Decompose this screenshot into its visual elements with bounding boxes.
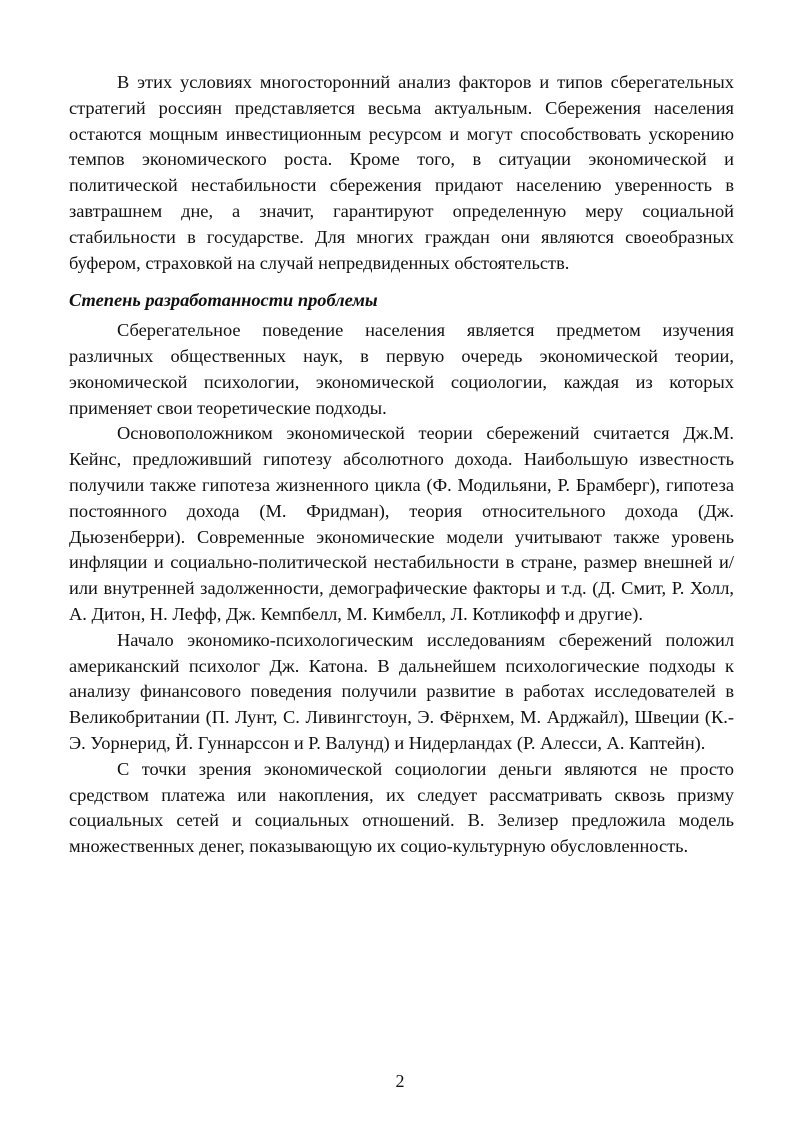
paragraph-research-subject: Сберегательное поведение населения является предметом изучения различных общественных наук, в первую очередь экономической теории, экономической психологии, экономической социологии, каждая из которых применяет свои теоретические подходы.: [69, 320, 734, 418]
paragraph-economic-theory: Основоположником экономической теории сбережений считается Дж.М. Кейнс, предложивший гипотезу абсолютного дохода. Наибольшую известность получили также гипотеза жизненного цикла (Ф. Модильяни, Р. Брамберг), гипотеза постоянного дохода (М. Фридман), теория относительного дохода (Дж. Дьюзенберри). Современные экономические модели учитывают также уровень инфляции и социально-политической нестабильности в стране, размер внешней и/или внутренней задолженности, демографические факторы и т.д. (Д. Смит, Р. Холл, А. Дитон, Н. Лефф, Дж. Кемпбелл, М. Кимбелл, Л. Котликофф и другие).: [69, 423, 734, 624]
paragraph-economic-psychology: Начало экономико-психологическим исследованиям сбережений положил американский психолог Дж. Катона. В дальнейшем психологические подходы к анализу финансового поведения получили развитие в работах исследователей в Великобритании (П. Лунт, С. Ливингстоун, Э. Фёрнхем, М. Арджайл), Швеции (К.-Э. Уорнерид, Й. Гуннарссон и Р. Валунд) и Нидерландах (Р. Алесси, А. Каптейн).: [69, 629, 734, 753]
section-heading: Степень разработанности проблемы: [69, 290, 378, 311]
page-number: 2: [395, 1071, 405, 1091]
document-page: [69, 70, 734, 860]
paragraph-economic-sociology: С точки зрения экономической социологии деньги являются не просто средством платежа или накопления, их следует рассматривать сквозь призму социальных сетей и социальных отношений. В. Зелизер предложила модель множественных денег, показывающую их социо-культурную обусловленность.: [69, 758, 734, 857]
paragraph-intro: В этих условиях многосторонний анализ факторов и типов сберегательных стратегий россиян представляется весьма актуальным. Сбережения населения остаются мощным инвестиционным ресурсом и могут способствовать ускорению темпов экономического роста. Кроме того, в ситуации экономической и политической нестабильности сбережения придают населению уверенность в завтрашнем дне, а значит, гарантируют определенную меру социальной стабильности в государстве. Для многих граждан они являются своеобразных буфером, страховкой на случай непредвиденных обстоятельств.: [69, 72, 734, 273]
